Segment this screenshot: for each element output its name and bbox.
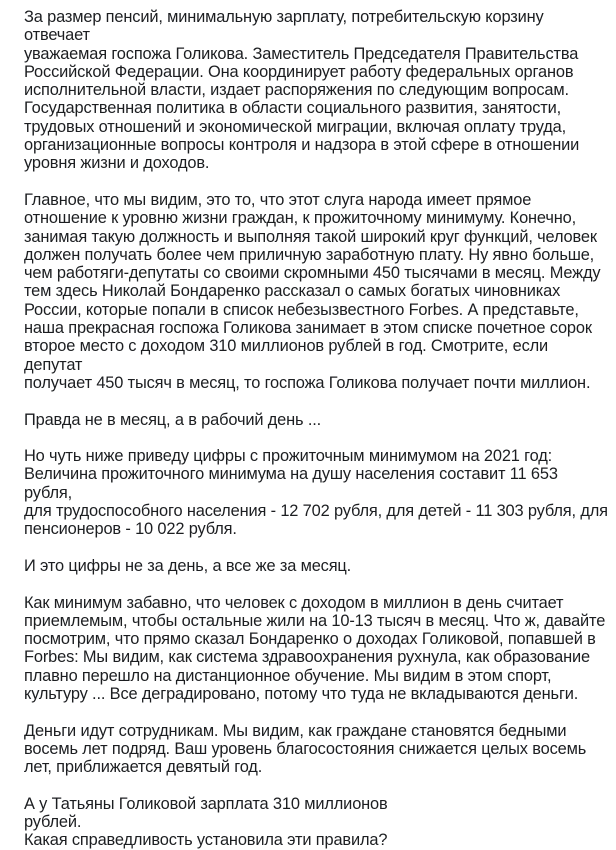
paragraph: Деньги идут сотрудникам. Мы видим, как граждане становятся бедными восемь лет подряд. Ваш уровень благосостояния снижается целых восемь лет, приближается девятый год. [24,721,587,777]
paragraph: Правда не в месяц, а в рабочий день ... [24,410,322,429]
post-text [24,8,610,850]
paragraph: За размер пенсий, минимальную зарплату, потребительскую корзину отвечает уважаемая госпожа Голикова. Заместитель Председателя Правительства Российской Федерации. Она координирует работу федеральных органов исполнительной власти, издает распоряжения по следующим вопросам. Государственная политика в области социального развития, занятости, трудовых отношений и экономической миграции, включая оплату труда, организационные вопросы контроля и надзора в этой сфере в отношении уровня жизни и доходов. [24,8,580,173]
paragraph: И это цифры не за день, а все же за месяц. [24,556,352,575]
paragraph: Но чуть ниже приведу цифры с прожиточным минимумом на 2021 год: Величина прожиточного минимума на душу населения составит 11 653 рубля, для трудоспособного населения - 12 702 рубля, для детей - 11 303 рубля, для пенсионеров - 10 022 рубля. [24,447,608,539]
paragraph: Как минимум забавно, что человек с доходом в миллион в день считает приемлемым, чтобы остальные жили на 10-13 тысяч в месяц. Что ж, давайте посмотрим, что прямо сказал Бондаренко о доходах Голиковой, попавшей в Forbes: Мы видим, как система здравоохранения рухнула, как образование плавно перешло на дистанционное обучение. Мы видим в этом спорт, культуру ... Все деградировано, потому что туда не вкладываются деньги. [24,593,606,703]
paragraph: Главное, что мы видим, это то, что этот слуга народа имеет прямое отношение к уровню жизни граждан, к прожиточному минимуму. Конечно, занимая такую должность и выполняя такой широкий круг функций, человек должен получать более чем приличную заработную плату. Ну явно больше, чем работяги-депутаты со своими скромными 450 тысячами в месяц. Между тем здесь Николай Бондаренко рассказал о самых богатых чиновниках России, которые попали в список небезызвестного Forbes. А представьте, наша прекрасная госпожа Голикова занимает в этом списке почетное сорок второе место с доходом 310 миллионов рублей в год. Смотрите, если депутат получает 450 тысяч в месяц, то госпожа Голикова получает почти миллион. [24,190,601,392]
paragraph: А у Татьяны Голиковой зарплата 310 миллионов рублей. Какая справедливость установила эти правила? [24,794,388,850]
